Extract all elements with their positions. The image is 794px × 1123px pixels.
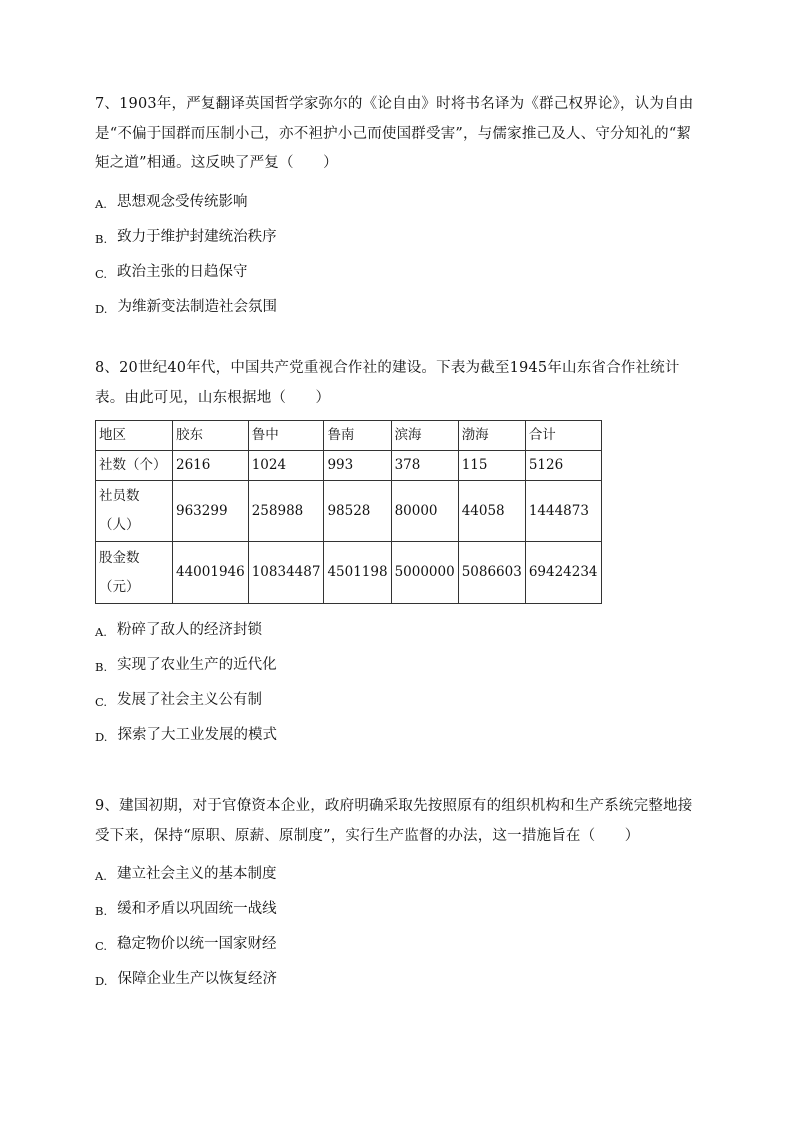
- option-letter: A.: [95, 196, 107, 211]
- option-text: 为维新变法制造社会氛围: [117, 298, 277, 315]
- option-text: 建立社会主义的基本制度: [116, 866, 277, 882]
- option-text: 致力于维护封建统治秩序: [117, 228, 277, 245]
- option-letter: A.: [95, 625, 107, 639]
- cooperative-statistics-table: [95, 420, 602, 604]
- option-letter: C.: [95, 695, 108, 709]
- row-label: [96, 542, 173, 604]
- question-7-option-b[interactable]: [95, 220, 699, 255]
- option-letter: D.: [95, 730, 108, 744]
- option-text: 思想观念受传统影响: [116, 193, 248, 210]
- option-letter: B.: [95, 660, 108, 674]
- option-text: 探索了大工业发展的模式: [117, 727, 277, 743]
- row-label-line: （人）: [99, 517, 140, 533]
- option-text: 粉碎了敌人的经济封锁: [116, 622, 262, 638]
- question-9-option-a[interactable]: [95, 857, 699, 892]
- option-letter: D.: [95, 974, 108, 988]
- table-header-cell: 滨海: [391, 421, 458, 451]
- table-header-cell: 胶东: [173, 421, 249, 451]
- question-8-options: [95, 613, 699, 753]
- question-7: [95, 90, 699, 325]
- table-cell: 80000: [391, 481, 458, 542]
- row-label-line: 社员数: [99, 488, 140, 504]
- row-label-line: （元）: [99, 578, 140, 595]
- question-8: [95, 354, 699, 753]
- question-9: [95, 792, 699, 997]
- question-9-option-b[interactable]: [95, 892, 699, 927]
- table-cell: 98528: [324, 481, 391, 542]
- option-letter: B.: [95, 904, 108, 918]
- table-cell: 4501198: [324, 542, 391, 604]
- table-cell: 115: [458, 451, 525, 481]
- question-9-options: [95, 857, 699, 997]
- row-label: [96, 481, 173, 542]
- table-cell: 5126: [525, 451, 601, 481]
- question-7-stem: 7、1903年，严复翻译英国哲学家弥尔的《论自由》时将书名译为《群己权界论》，认为自由是“不偏于国群而压制小己，亦不袒护小己而使国群受害”，与儒家推己及人、守分知礼的“絜矩之道”相通。这反映了严复（ ）: [95, 96, 694, 171]
- option-letter: A.: [95, 869, 107, 883]
- table-header-cell: 鲁中: [248, 421, 324, 451]
- table-row: [96, 451, 602, 481]
- table-cell: 1444873: [525, 481, 601, 542]
- option-letter: D.: [95, 301, 108, 316]
- option-letter: C.: [95, 939, 108, 953]
- question-7-option-a[interactable]: [95, 185, 699, 220]
- question-7-option-d[interactable]: [95, 290, 699, 325]
- table-cell: 44058: [458, 481, 525, 542]
- table-cell: 993: [324, 451, 391, 481]
- question-8-stem: 8、20世纪40年代，中国共产党重视合作社的建设。下表为截至1945年山东省合作社统计表。由此可见，山东根据地（ ）: [95, 360, 680, 406]
- question-8-option-a[interactable]: [95, 613, 699, 648]
- table-cell: 5086603: [458, 542, 525, 604]
- question-9-option-d[interactable]: [95, 962, 699, 997]
- table-cell: 378: [391, 451, 458, 481]
- table-cell: 69424234: [525, 542, 601, 604]
- question-9-option-c[interactable]: [95, 927, 699, 962]
- option-letter: C.: [95, 266, 108, 281]
- table-cell: 10834487: [248, 542, 324, 604]
- option-letter: B.: [95, 231, 108, 246]
- table-row: [96, 481, 602, 542]
- row-label: 社数（个）: [96, 451, 173, 481]
- table-header-cell: 合计: [525, 421, 601, 451]
- table-cell: 1024: [248, 451, 324, 481]
- question-8-option-c[interactable]: [95, 683, 699, 718]
- question-8-option-d[interactable]: [95, 718, 699, 753]
- row-label-line: 股金数: [99, 549, 140, 566]
- table-header-row: [96, 421, 602, 451]
- question-7-options: [95, 185, 699, 325]
- table-cell: 2616: [173, 451, 249, 481]
- table-row: [96, 542, 602, 604]
- question-7-option-c[interactable]: [95, 255, 699, 290]
- table-header-cell: 地区: [96, 421, 173, 451]
- question-9-stem: 9、建国初期，对于官僚资本企业，政府明确采取先按照原有的组织机构和生产系统完整地接受下来，保持“原职、原薪、原制度”，实行生产监督的办法，这一措施旨在（ ）: [95, 798, 693, 844]
- table-cell: 963299: [173, 481, 249, 542]
- table-header-cell: 鲁南: [324, 421, 391, 451]
- option-text: 稳定物价以统一国家财经: [117, 936, 277, 952]
- table-cell: 44001946: [173, 542, 249, 604]
- option-text: 实现了农业生产的近代化: [117, 657, 277, 673]
- table-cell: 5000000: [391, 542, 458, 604]
- table-cell: 258988: [248, 481, 324, 542]
- option-text: 保障企业生产以恢复经济: [117, 971, 277, 987]
- option-text: 政治主张的日趋保守: [117, 263, 248, 280]
- question-8-option-b[interactable]: [95, 648, 699, 683]
- option-text: 发展了社会主义公有制: [117, 692, 263, 708]
- option-text: 缓和矛盾以巩固统一战线: [117, 901, 277, 917]
- table-header-cell: 渤海: [458, 421, 525, 451]
